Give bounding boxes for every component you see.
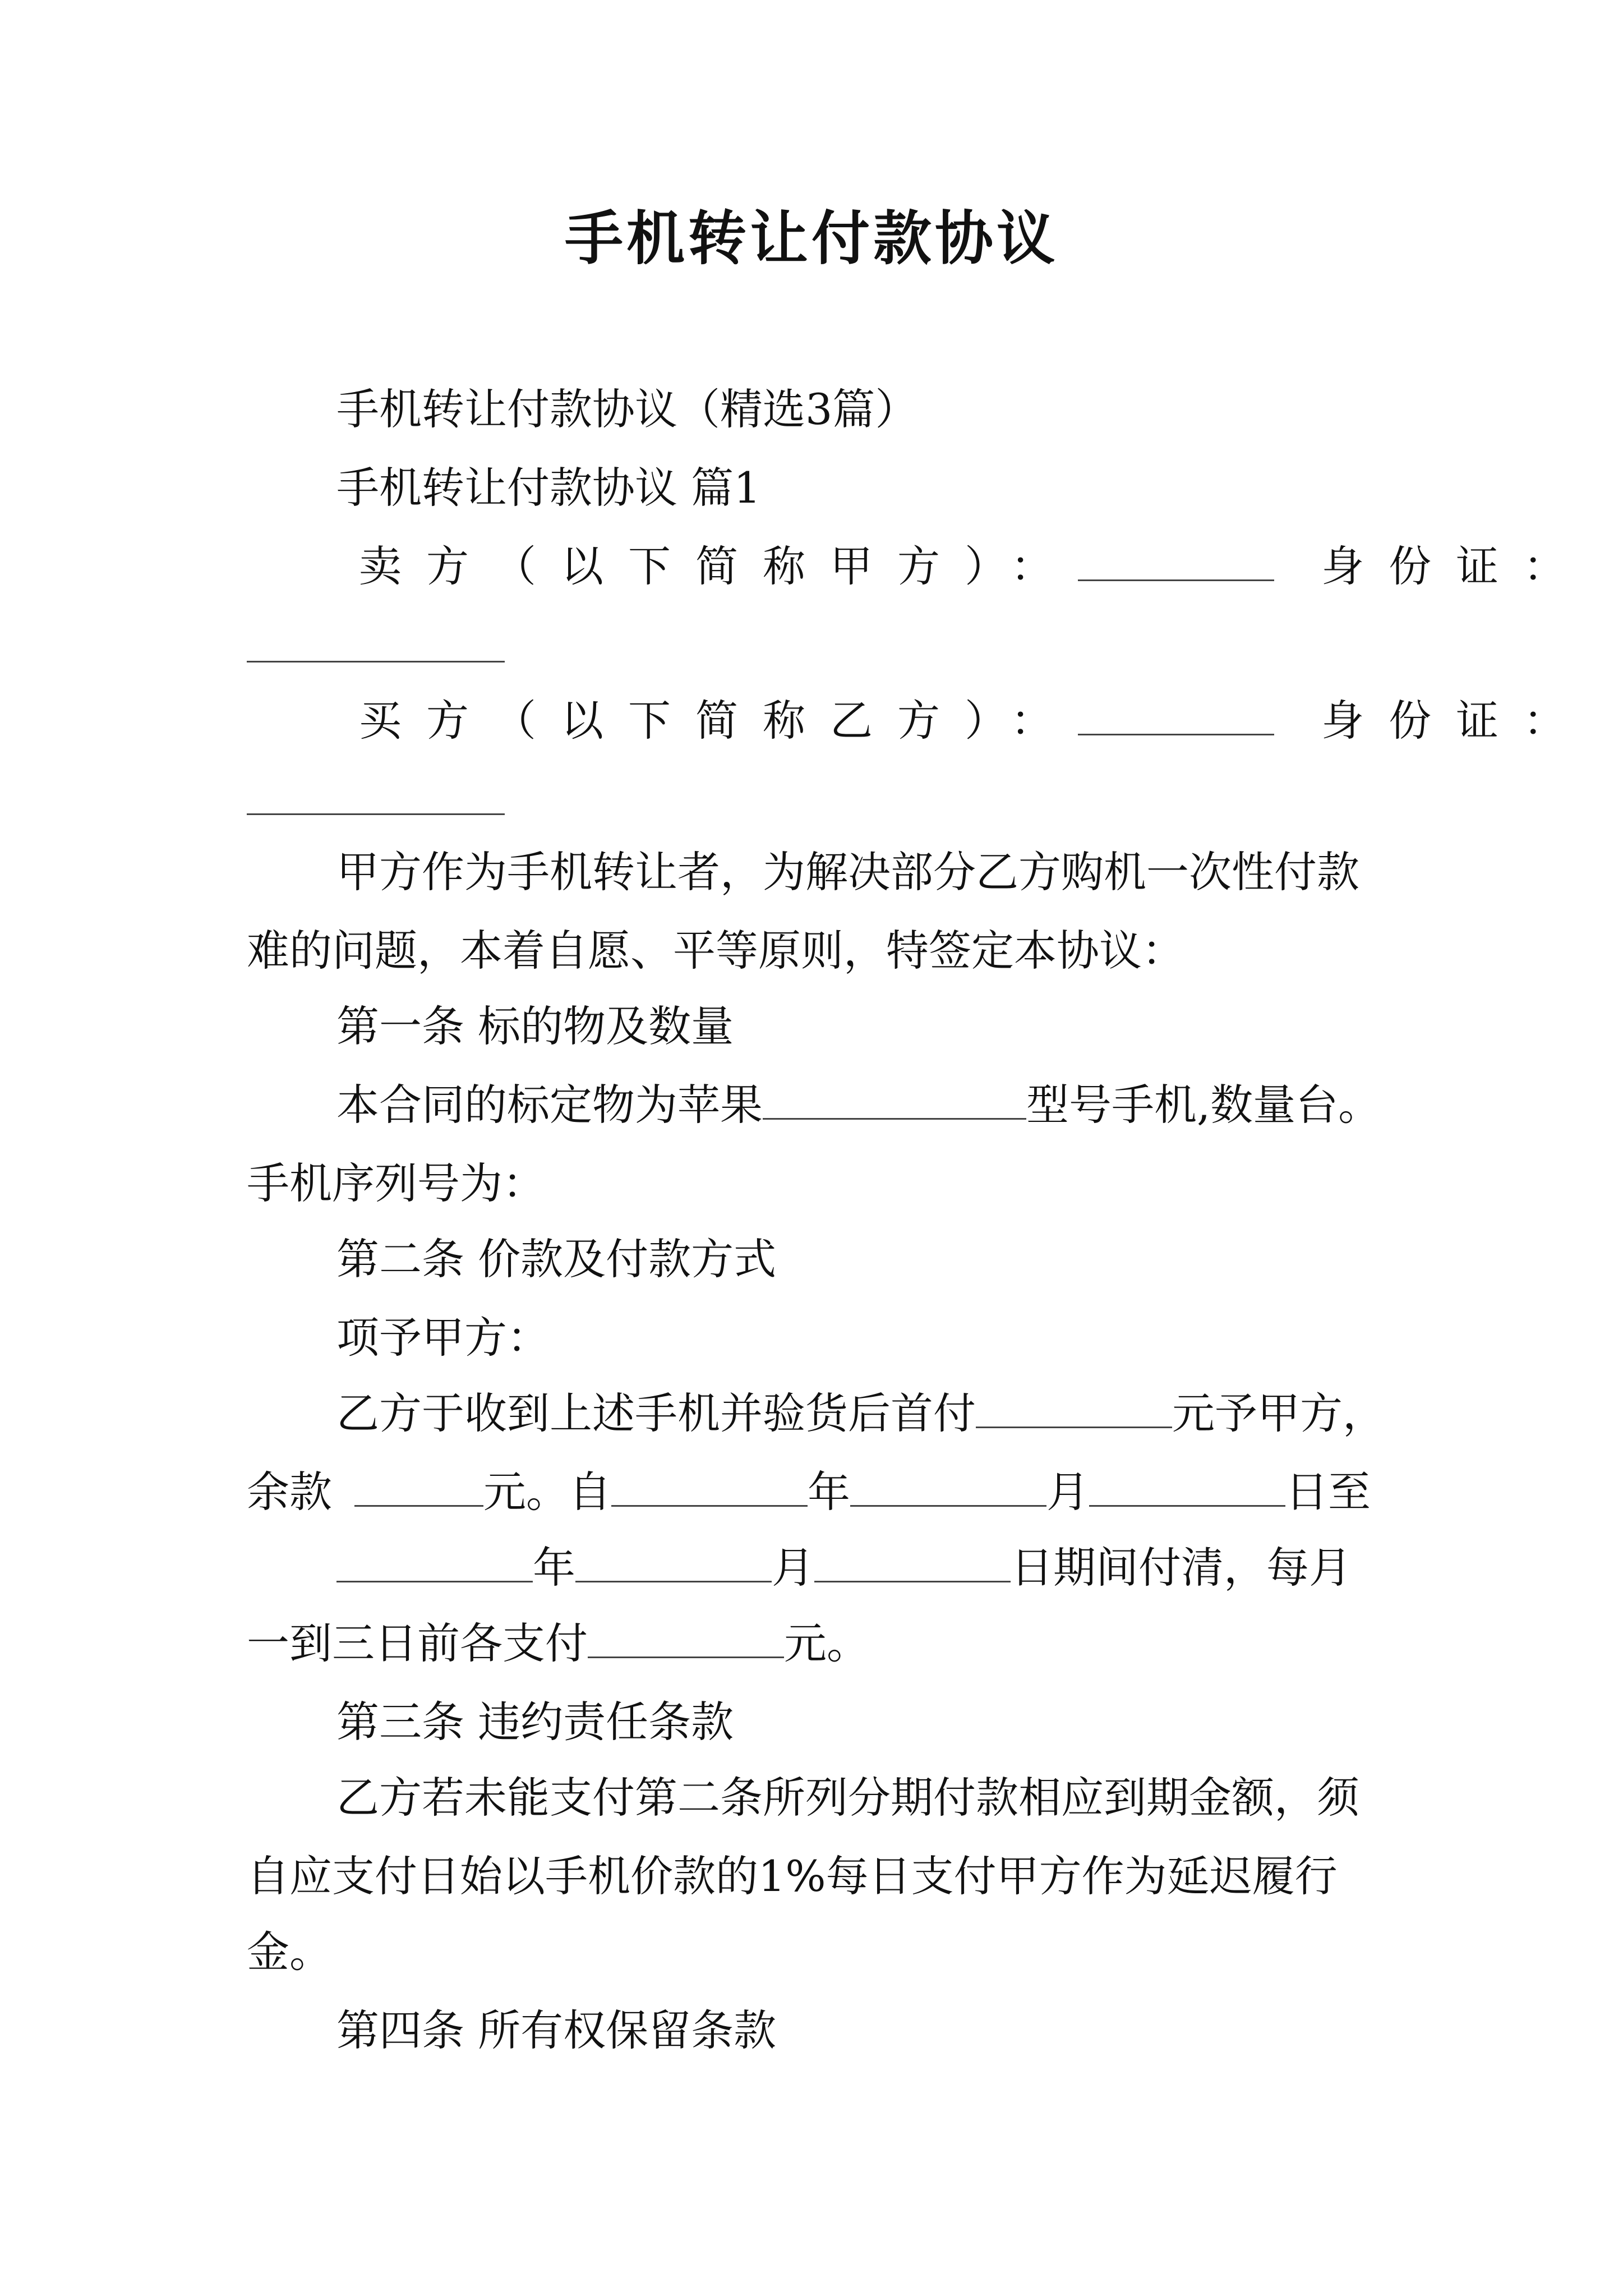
article2-para-2 — [247, 1464, 1371, 1520]
article4-heading: 第四条 所有权保留条款 — [336, 2005, 777, 2055]
seller-name-blank — [1078, 540, 1274, 581]
article2-p3-c: 日期间付清，每月 — [1011, 1543, 1352, 1593]
article2-p3-a: 年 — [533, 1543, 575, 1593]
end-month-blank — [575, 1542, 772, 1582]
article2-para-3 — [336, 1540, 1352, 1596]
intro-line-2: 难的问题，本着自愿、平等原则，特签定本协议： — [247, 926, 1184, 976]
end-day-blank — [814, 1542, 1011, 1582]
article2-para-4 — [247, 1616, 869, 1672]
article2-p2-b: 元。自 — [483, 1467, 611, 1517]
seller-id-label: 身份证： — [1321, 541, 1591, 591]
article2-heading: 第二条 价款及付款方式 — [336, 1234, 777, 1284]
part-heading: 手机转让付款协议 篇1 — [336, 463, 761, 513]
article1-heading: 第一条 标的物及数量 — [336, 1001, 734, 1051]
article3-line-1: 乙方若未能支付第二条所列分期付款相应到期金额，须 — [336, 1773, 1359, 1823]
seller-id-blank — [247, 661, 505, 662]
article3-line-3: 金。 — [247, 1927, 332, 1977]
article2-p2-d: 月 — [1046, 1467, 1089, 1517]
down-payment-blank — [976, 1387, 1172, 1428]
start-day-blank — [1089, 1466, 1285, 1507]
article2-p2-a: 余款 — [247, 1467, 332, 1517]
start-month-blank — [850, 1466, 1046, 1507]
article2-para-1 — [336, 1386, 1385, 1442]
model-blank — [763, 1079, 1026, 1120]
article1-text-b: 型号手机,数量台。 — [1026, 1080, 1381, 1130]
balance-blank — [354, 1466, 483, 1507]
article3-line-2: 自应支付日始以手机价款的1%每日支付甲方作为延迟履行 — [247, 1851, 1338, 1901]
article1-text-a: 本合同的标定物为苹果 — [336, 1080, 763, 1130]
buyer-id-label: 身份证： — [1321, 696, 1591, 746]
article3-heading: 第三条 违约责任条款 — [336, 1697, 734, 1747]
article2-p4-b: 元。 — [784, 1618, 869, 1668]
article1-line-1 — [336, 1077, 1381, 1133]
monthly-amount-blank — [588, 1617, 784, 1658]
document-title: 手机转让付款协议 — [564, 204, 1058, 273]
subtitle: 手机转让付款协议（精选3篇） — [336, 384, 918, 434]
article2-p2-e: 日至 — [1285, 1467, 1371, 1517]
article2-p1-a: 乙方于收到上述手机并验货后首付 — [336, 1388, 976, 1438]
buyer-name-blank — [1078, 694, 1274, 735]
article1-line-2: 手机序列号为： — [247, 1158, 545, 1208]
article2-p1-b: 元予甲方， — [1172, 1388, 1385, 1438]
buyer-label: 买方（以下简称乙方）： — [359, 696, 1078, 746]
end-year-blank — [336, 1542, 533, 1582]
intro-line-1: 甲方作为手机转让者，为解决部分乙方购机一次性付款 — [336, 847, 1359, 897]
buyer-line — [359, 693, 1590, 749]
buyer-id-blank — [247, 813, 505, 815]
article2-p3-b: 月 — [772, 1543, 814, 1593]
article2-p4-a: 一到三日前各支付 — [247, 1618, 588, 1668]
seller-label: 卖方（以下简称甲方）： — [359, 541, 1078, 591]
article2-p2-c: 年 — [808, 1467, 850, 1517]
start-year-blank — [611, 1466, 808, 1507]
article2-item: 项予甲方： — [336, 1313, 550, 1363]
seller-line — [359, 539, 1590, 595]
